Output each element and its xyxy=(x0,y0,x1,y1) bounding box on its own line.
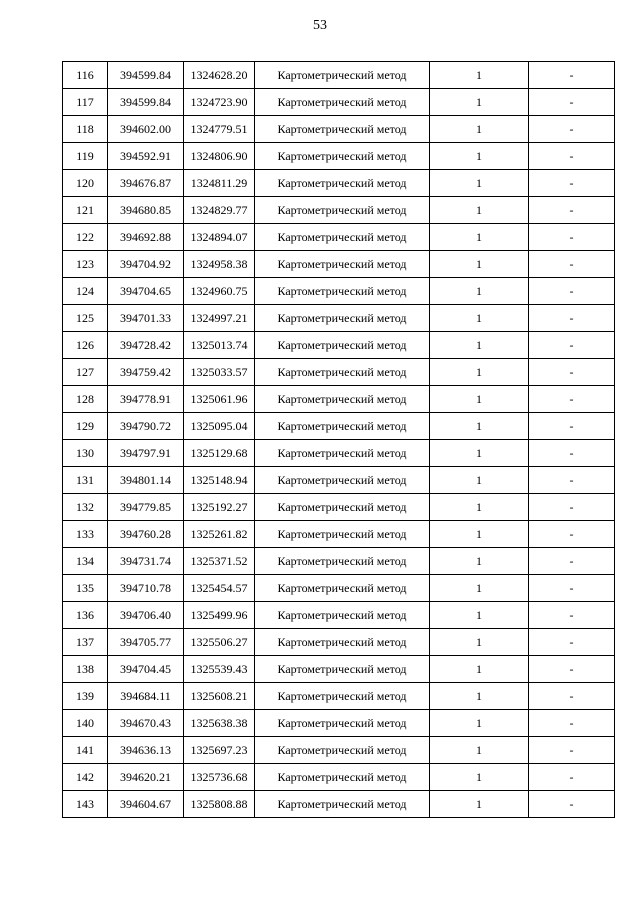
point-number-cell: 130 xyxy=(63,440,108,467)
precision-cell: 1 xyxy=(430,332,529,359)
y-coordinate-cell: 1325736.68 xyxy=(184,764,255,791)
y-coordinate-cell: 1325033.57 xyxy=(184,359,255,386)
y-coordinate-cell: 1324628.20 xyxy=(184,62,255,89)
method-cell: Картометрический метод xyxy=(255,305,430,332)
precision-cell: 1 xyxy=(430,89,529,116)
note-cell: - xyxy=(529,737,615,764)
precision-cell: 1 xyxy=(430,494,529,521)
point-number-cell: 141 xyxy=(63,737,108,764)
table-row xyxy=(63,278,615,305)
note-cell: - xyxy=(529,170,615,197)
y-coordinate-cell: 1325454.57 xyxy=(184,575,255,602)
note-cell: - xyxy=(529,251,615,278)
point-number-cell: 135 xyxy=(63,575,108,602)
x-coordinate-cell: 394701.33 xyxy=(108,305,184,332)
x-coordinate-cell: 394680.85 xyxy=(108,197,184,224)
x-coordinate-cell: 394710.78 xyxy=(108,575,184,602)
x-coordinate-cell: 394636.13 xyxy=(108,737,184,764)
precision-cell: 1 xyxy=(430,656,529,683)
note-cell: - xyxy=(529,656,615,683)
precision-cell: 1 xyxy=(430,305,529,332)
x-coordinate-cell: 394676.87 xyxy=(108,170,184,197)
point-number-cell: 129 xyxy=(63,413,108,440)
y-coordinate-cell: 1325129.68 xyxy=(184,440,255,467)
point-number-cell: 140 xyxy=(63,710,108,737)
note-cell: - xyxy=(529,224,615,251)
point-number-cell: 122 xyxy=(63,224,108,251)
precision-cell: 1 xyxy=(430,251,529,278)
y-coordinate-cell: 1325013.74 xyxy=(184,332,255,359)
table-row xyxy=(63,467,615,494)
x-coordinate-cell: 394704.45 xyxy=(108,656,184,683)
x-coordinate-cell: 394705.77 xyxy=(108,629,184,656)
method-cell: Картометрический метод xyxy=(255,548,430,575)
method-cell: Картометрический метод xyxy=(255,251,430,278)
point-number-cell: 125 xyxy=(63,305,108,332)
precision-cell: 1 xyxy=(430,791,529,818)
note-cell: - xyxy=(529,791,615,818)
table-row xyxy=(63,575,615,602)
note-cell: - xyxy=(529,386,615,413)
y-coordinate-cell: 1325061.96 xyxy=(184,386,255,413)
y-coordinate-cell: 1325371.52 xyxy=(184,548,255,575)
note-cell: - xyxy=(529,629,615,656)
point-number-cell: 133 xyxy=(63,521,108,548)
note-cell: - xyxy=(529,683,615,710)
point-number-cell: 132 xyxy=(63,494,108,521)
point-number-cell: 143 xyxy=(63,791,108,818)
precision-cell: 1 xyxy=(430,440,529,467)
point-number-cell: 119 xyxy=(63,143,108,170)
y-coordinate-cell: 1324811.29 xyxy=(184,170,255,197)
table-row xyxy=(63,737,615,764)
table-row xyxy=(63,656,615,683)
method-cell: Картометрический метод xyxy=(255,764,430,791)
y-coordinate-cell: 1325697.23 xyxy=(184,737,255,764)
point-number-cell: 124 xyxy=(63,278,108,305)
x-coordinate-cell: 394706.40 xyxy=(108,602,184,629)
y-coordinate-cell: 1324779.51 xyxy=(184,116,255,143)
table-row xyxy=(63,494,615,521)
precision-cell: 1 xyxy=(430,548,529,575)
x-coordinate-cell: 394759.42 xyxy=(108,359,184,386)
note-cell: - xyxy=(529,359,615,386)
method-cell: Картометрический метод xyxy=(255,710,430,737)
table-row xyxy=(63,332,615,359)
y-coordinate-cell: 1325608.21 xyxy=(184,683,255,710)
note-cell: - xyxy=(529,332,615,359)
method-cell: Картометрический метод xyxy=(255,170,430,197)
x-coordinate-cell: 394728.42 xyxy=(108,332,184,359)
precision-cell: 1 xyxy=(430,710,529,737)
table-row xyxy=(63,197,615,224)
y-coordinate-cell: 1325808.88 xyxy=(184,791,255,818)
x-coordinate-cell: 394704.92 xyxy=(108,251,184,278)
point-number-cell: 138 xyxy=(63,656,108,683)
table-row xyxy=(63,710,615,737)
point-number-cell: 123 xyxy=(63,251,108,278)
x-coordinate-cell: 394684.11 xyxy=(108,683,184,710)
table-row xyxy=(63,548,615,575)
method-cell: Картометрический метод xyxy=(255,791,430,818)
table-row xyxy=(63,413,615,440)
x-coordinate-cell: 394731.74 xyxy=(108,548,184,575)
method-cell: Картометрический метод xyxy=(255,656,430,683)
table-row xyxy=(63,224,615,251)
y-coordinate-cell: 1324894.07 xyxy=(184,224,255,251)
method-cell: Картометрический метод xyxy=(255,359,430,386)
method-cell: Картометрический метод xyxy=(255,521,430,548)
table-row xyxy=(63,305,615,332)
table-row xyxy=(63,440,615,467)
x-coordinate-cell: 394692.88 xyxy=(108,224,184,251)
table-row xyxy=(63,359,615,386)
method-cell: Картометрический метод xyxy=(255,413,430,440)
table-row xyxy=(63,62,615,89)
note-cell: - xyxy=(529,143,615,170)
precision-cell: 1 xyxy=(430,683,529,710)
y-coordinate-cell: 1325261.82 xyxy=(184,521,255,548)
precision-cell: 1 xyxy=(430,413,529,440)
precision-cell: 1 xyxy=(430,359,529,386)
point-number-cell: 121 xyxy=(63,197,108,224)
point-number-cell: 116 xyxy=(63,62,108,89)
y-coordinate-cell: 1325095.04 xyxy=(184,413,255,440)
method-cell: Картометрический метод xyxy=(255,629,430,656)
method-cell: Картометрический метод xyxy=(255,89,430,116)
note-cell: - xyxy=(529,413,615,440)
method-cell: Картометрический метод xyxy=(255,224,430,251)
table-row xyxy=(63,116,615,143)
table-row xyxy=(63,791,615,818)
x-coordinate-cell: 394704.65 xyxy=(108,278,184,305)
precision-cell: 1 xyxy=(430,764,529,791)
precision-cell: 1 xyxy=(430,521,529,548)
x-coordinate-cell: 394797.91 xyxy=(108,440,184,467)
note-cell: - xyxy=(529,467,615,494)
method-cell: Картометрический метод xyxy=(255,467,430,494)
method-cell: Картометрический метод xyxy=(255,602,430,629)
method-cell: Картометрический метод xyxy=(255,116,430,143)
point-number-cell: 127 xyxy=(63,359,108,386)
coordinates-table xyxy=(62,61,615,818)
note-cell: - xyxy=(529,116,615,143)
point-number-cell: 126 xyxy=(63,332,108,359)
note-cell: - xyxy=(529,575,615,602)
method-cell: Картометрический метод xyxy=(255,332,430,359)
point-number-cell: 136 xyxy=(63,602,108,629)
precision-cell: 1 xyxy=(430,737,529,764)
y-coordinate-cell: 1325506.27 xyxy=(184,629,255,656)
method-cell: Картометрический метод xyxy=(255,197,430,224)
precision-cell: 1 xyxy=(430,170,529,197)
table-row xyxy=(63,764,615,791)
method-cell: Картометрический метод xyxy=(255,440,430,467)
y-coordinate-cell: 1324958.38 xyxy=(184,251,255,278)
page-number: 53 xyxy=(313,18,327,33)
note-cell: - xyxy=(529,494,615,521)
x-coordinate-cell: 394620.21 xyxy=(108,764,184,791)
precision-cell: 1 xyxy=(430,602,529,629)
point-number-cell: 117 xyxy=(63,89,108,116)
y-coordinate-cell: 1325638.38 xyxy=(184,710,255,737)
note-cell: - xyxy=(529,305,615,332)
y-coordinate-cell: 1324829.77 xyxy=(184,197,255,224)
y-coordinate-cell: 1325148.94 xyxy=(184,467,255,494)
x-coordinate-cell: 394801.14 xyxy=(108,467,184,494)
y-coordinate-cell: 1325499.96 xyxy=(184,602,255,629)
note-cell: - xyxy=(529,62,615,89)
y-coordinate-cell: 1324997.21 xyxy=(184,305,255,332)
point-number-cell: 131 xyxy=(63,467,108,494)
y-coordinate-cell: 1324806.90 xyxy=(184,143,255,170)
precision-cell: 1 xyxy=(430,386,529,413)
x-coordinate-cell: 394592.91 xyxy=(108,143,184,170)
method-cell: Картометрический метод xyxy=(255,143,430,170)
precision-cell: 1 xyxy=(430,629,529,656)
y-coordinate-cell: 1325539.43 xyxy=(184,656,255,683)
precision-cell: 1 xyxy=(430,116,529,143)
x-coordinate-cell: 394760.28 xyxy=(108,521,184,548)
method-cell: Картометрический метод xyxy=(255,683,430,710)
table-row xyxy=(63,386,615,413)
y-coordinate-cell: 1324960.75 xyxy=(184,278,255,305)
coordinates-table-body xyxy=(63,62,615,818)
x-coordinate-cell: 394778.91 xyxy=(108,386,184,413)
note-cell: - xyxy=(529,197,615,224)
note-cell: - xyxy=(529,764,615,791)
method-cell: Картометрический метод xyxy=(255,494,430,521)
precision-cell: 1 xyxy=(430,224,529,251)
table-row xyxy=(63,143,615,170)
y-coordinate-cell: 1324723.90 xyxy=(184,89,255,116)
precision-cell: 1 xyxy=(430,575,529,602)
precision-cell: 1 xyxy=(430,467,529,494)
point-number-cell: 120 xyxy=(63,170,108,197)
method-cell: Картометрический метод xyxy=(255,575,430,602)
point-number-cell: 137 xyxy=(63,629,108,656)
table-row xyxy=(63,170,615,197)
method-cell: Картометрический метод xyxy=(255,62,430,89)
precision-cell: 1 xyxy=(430,62,529,89)
note-cell: - xyxy=(529,710,615,737)
x-coordinate-cell: 394599.84 xyxy=(108,89,184,116)
note-cell: - xyxy=(529,548,615,575)
table-row xyxy=(63,521,615,548)
table-row xyxy=(63,251,615,278)
point-number-cell: 139 xyxy=(63,683,108,710)
table-row xyxy=(63,602,615,629)
point-number-cell: 142 xyxy=(63,764,108,791)
table-row xyxy=(63,89,615,116)
note-cell: - xyxy=(529,278,615,305)
x-coordinate-cell: 394602.00 xyxy=(108,116,184,143)
method-cell: Картометрический метод xyxy=(255,737,430,764)
method-cell: Картометрический метод xyxy=(255,278,430,305)
table-row xyxy=(63,683,615,710)
point-number-cell: 118 xyxy=(63,116,108,143)
note-cell: - xyxy=(529,602,615,629)
x-coordinate-cell: 394790.72 xyxy=(108,413,184,440)
x-coordinate-cell: 394604.67 xyxy=(108,791,184,818)
note-cell: - xyxy=(529,89,615,116)
point-number-cell: 134 xyxy=(63,548,108,575)
note-cell: - xyxy=(529,521,615,548)
point-number-cell: 128 xyxy=(63,386,108,413)
x-coordinate-cell: 394599.84 xyxy=(108,62,184,89)
precision-cell: 1 xyxy=(430,143,529,170)
precision-cell: 1 xyxy=(430,278,529,305)
x-coordinate-cell: 394779.85 xyxy=(108,494,184,521)
method-cell: Картометрический метод xyxy=(255,386,430,413)
note-cell: - xyxy=(529,440,615,467)
x-coordinate-cell: 394670.43 xyxy=(108,710,184,737)
y-coordinate-cell: 1325192.27 xyxy=(184,494,255,521)
precision-cell: 1 xyxy=(430,197,529,224)
table-row xyxy=(63,629,615,656)
